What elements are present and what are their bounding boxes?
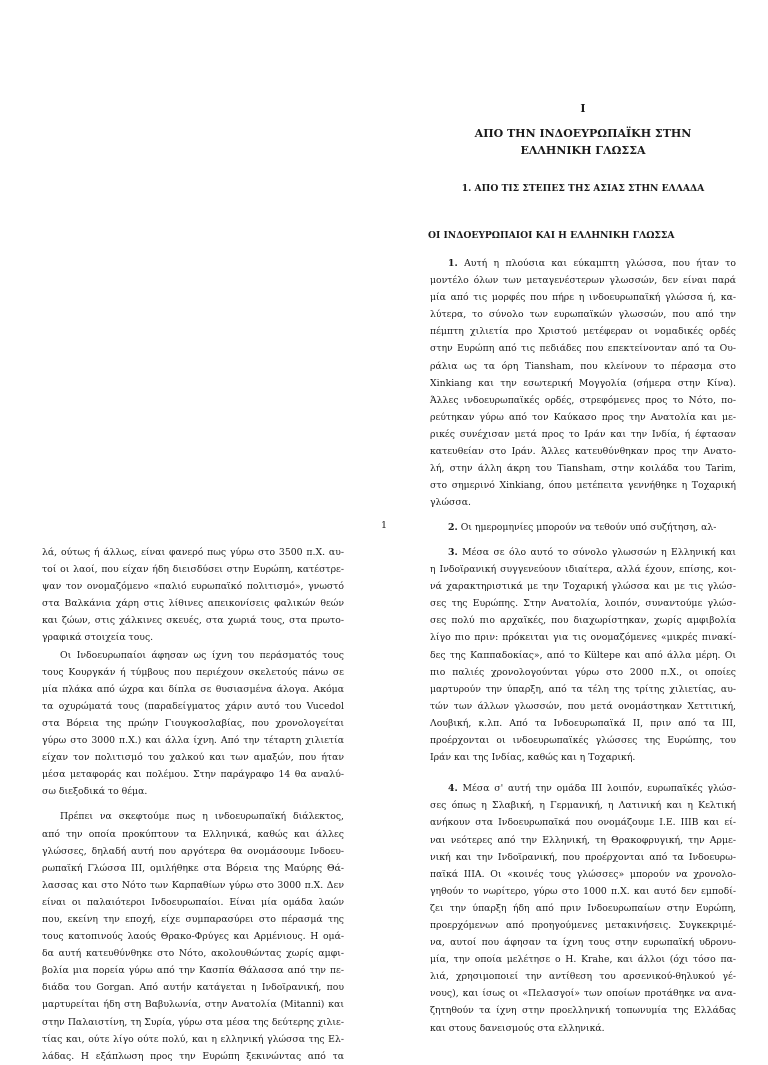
- text-line: ζει την ύπαρξη ήδη από πριν Ινδοευρωπαίων στην Ευρώπη,: [430, 902, 736, 914]
- text-line: γηθούν το νωρίτερο, γύρω στο 1000 π.Χ. και αυτό δεν εμποδί-: [430, 885, 736, 897]
- text-line: σες πολύ πιο αρχαϊκές, που διαχωρίστηκαν, χωρίς αμφιβολία: [430, 615, 736, 627]
- paragraph-number: 2.: [448, 522, 458, 534]
- text-line: λασσας και στο Νότο των Καρπαθίων γύρω στο 3000 π.Χ. Δεν: [42, 879, 344, 891]
- paragraph-kurgan: [42, 647, 344, 801]
- paragraph-3: [430, 544, 736, 766]
- text-line: λιά, χρησιμοποιεί την αντίθεση του αρσενικού-θηλυκού γέ-: [430, 971, 736, 983]
- right-column: [430, 544, 736, 1037]
- text-line: μία πλάκα από ώχρα και δίπλα σε θυσιασμένα άλογα. Ακόμα: [42, 683, 344, 695]
- paragraph-gap: [42, 800, 344, 808]
- text-line-content: Οι ημερομηνίες μπορούν να τεθούν υπό συζήτηση, αλ-: [460, 522, 717, 534]
- text-line: τοί οι λαοί, που είχαν ήδη διεισδύσει στην Ευρώπη, κατέστρε-: [42, 564, 344, 576]
- text-line: λίγο πιο πριν: πρόκειται για τις ονομαζόμενες «μικρές πινακί-: [430, 632, 736, 644]
- paragraph-gap: [430, 511, 736, 519]
- text-line: βολία μια πορεία γύρω από την Κασπία Θάλασσα από την πε-: [42, 965, 344, 977]
- subheading: ΟΙ ΙΝΔΟΕΥΡΩΠΑΙΟΙ ΚΑΙ Η ΕΛΛΗΝΙΚΗ ΓΛΩΣΣΑ: [428, 230, 675, 241]
- text-line: η Ινδοϊρανική συγγενεύουν ιδιαίτερα, αλλά έχουν, επίσης, κοι-: [430, 564, 736, 576]
- text-line: κατευθείαν στο Ιράν. Άλλες κατευθύνθηκαν προς την Ανατο-: [430, 446, 736, 458]
- paragraph-4: [430, 780, 736, 1036]
- left-column: [42, 544, 344, 1065]
- text-line: ρικές συνέχισαν μετά προς το Ιράν και την Ινδία, ή έφτασαν: [430, 428, 736, 440]
- text-line: λύτερα, το σύνολο των ευρωπαϊκών γλωσσών, που από την: [430, 309, 736, 321]
- text-line: μοντέλο όλων των μεταγενέστερων γλωσσών, δεν είναι παρά: [430, 275, 736, 287]
- text-line: πιο παλιές χρονολογούνται γύρω στο 2000 π.Χ., οι οποίες: [430, 666, 736, 678]
- text-line: σες όπως η Σλαβική, η Γερμανική, η Λατινική και η Κελτική: [430, 800, 736, 812]
- upper-body-text: [430, 255, 736, 537]
- chapter-title: [430, 125, 736, 159]
- text-line: τών των άλλων γλωσσών, που μετά ονομάστηκαν Χεττιτική,: [430, 700, 736, 712]
- text-line: γραφικά στοιχεία τους.: [42, 632, 154, 644]
- chapter-title-line: ΕΛΛΗΝΙΚΗ ΓΛΩΣΣΑ: [520, 144, 646, 157]
- text-line: σω διεξοδικά το θέμα.: [42, 786, 148, 798]
- text-line: προερχόμενων από προηγούμενες μετακινήσεις. Συγκεκριμέ-: [430, 919, 736, 931]
- text-line: και στους δανεισμούς στα ελληνικά.: [430, 1022, 605, 1034]
- text-line: Xinkiang και την εσωτερική Μογγολία (σήμερα στην Κίνα).: [430, 377, 736, 389]
- paragraph-dialect: [42, 808, 344, 1064]
- text-line: ψαν τον ονομαζόμενο «παλιό ευρωπαϊκό πολιτισμό», γνωστό: [42, 581, 344, 593]
- text-line: δα αυτή κατευθύνθηκε στο Νότο, ακολουθώντας χωρίς αμφι-: [42, 948, 344, 960]
- text-line: στο σημερινό Xinkiang, όπου μετέπειτα γεννήθηκε η Τοχαρική: [430, 480, 736, 492]
- text-line: παϊκά ΙΙΙΑ. Οι «κοινές τους γλώσσες» μπορούν να χρονολο-: [430, 868, 736, 880]
- text-line: τίας και, ούτε λίγο ούτε πολύ, και η ελληνική γλώσσα της Ελ-: [42, 1033, 344, 1045]
- text-line-content: Μέσα σε όλο αυτό το σύνολο γλωσσών η Ελληνική και: [462, 547, 736, 558]
- text-line: μία από τις μορφές που πήρε η ινδοευρωπαϊκή γλώσσα ή, κα-: [430, 292, 736, 304]
- text-line: στην Παλαιστίνη, τη Συρία, γύρω στα μέσα της δεύτερης χιλιε-: [42, 1016, 344, 1028]
- text-line: από την οποία προκύπτουν τα Ελληνικά, καθώς και άλλες: [42, 828, 344, 840]
- text-line: λή, στην άλλη άκρη του Tiansham, στην κοιλάδα του Tarim,: [430, 463, 736, 475]
- text-line: ναι νεότερες από την Ελληνική, τη Θρακοφρυγική, την Αρμε-: [430, 834, 736, 846]
- text-line: και ζώων, στις χάλκινες σκευές, στα χωριά τους, στα πρωτο-: [42, 615, 344, 627]
- paragraph-2: [430, 519, 736, 536]
- text-line: μαρτυρείται ήδη στη Βαβυλωνία, στην Ανατολία (Mitanni) και: [42, 999, 344, 1011]
- text-line: διάδα του Gorgan. Από αυτήν κατάγεται η Ινδοϊρανική, που: [42, 982, 344, 994]
- text-line: πέμπτη χιλιετία προ Χριστού μετέφεραν οι νομαδικές ορδές: [430, 326, 736, 338]
- text-line: Οι Ινδοευρωπαίοι άφησαν ως ίχνη του περάσματός τους: [60, 649, 344, 661]
- text-line: δες της Καππαδοκίας», από το Kültepe και από άλλα μέρη. Οι: [430, 649, 736, 661]
- chapter-number: I: [580, 102, 586, 115]
- paragraph-1: [430, 255, 736, 511]
- text-line: Λουβική, κ.λπ. Από τα Ινδοευρωπαϊκά ΙΙ, πριν από τα ΙΙΙ,: [430, 717, 736, 729]
- text-line: στα Βόρεια της πρώην Γιουγκοσλαβίας, που χρονολογείται: [42, 717, 344, 729]
- paragraph-number: 4.: [448, 783, 458, 795]
- text-line-content: Μέσα σ' αυτή την ομάδα ΙΙΙ λοιπόν, ευρωπαϊκές γλώσ-: [462, 783, 736, 795]
- text-line: μαρτυρούν την ύπαρξη, από τα τέλη της τρίτης χιλιετίας, αυ-: [430, 683, 736, 695]
- text-line: τους κατοπινούς λαούς Θρακο-Φρύγες και Αρμένιους. Η ομά-: [42, 931, 344, 943]
- text-line: ρεύτηκαν γύρω από τον Καύκασο προς την Ανατολία και με-: [430, 411, 736, 423]
- text-line: στην Ευρώπη από τις πεδιάδες που επεκτείνονταν από τα Ου-: [430, 343, 736, 355]
- text-line: [430, 255, 736, 272]
- text-line: νική και την Ινδοϊρανική, που προέρχονται από τα Ινδοευρω-: [430, 851, 736, 863]
- text-line: ζητηθούν τα ίχνη στην προελληνική τοπωνυμία της Ελλάδας: [430, 1005, 736, 1017]
- text-line: που, εκείνη την εποχή, είχε συμπαρασύρει στο πέρασμά της: [42, 913, 344, 925]
- text-line: νά χαρακτηριστικά με την Τοχαρική γλώσσα και με τις γλώσ-: [430, 581, 736, 593]
- chapter-title-line: ΑΠΟ ΤΗΝ ΙΝΔΟΕΥΡΩΠΑΪΚΗ ΣΤΗΝ: [474, 127, 692, 140]
- text-line: είναι οι παλαιότεροι Ινδοευρωπαίοι. Είναι μία ομάδα λαών: [42, 896, 344, 908]
- text-line-content: Αυτή η πλούσια και εύκαμπτη γλώσσα, που ήταν το: [464, 258, 736, 269]
- text-line: προέρχονται οι ινδοευρωπαϊκές γλώσσες της Ευρώπης, του: [430, 735, 736, 747]
- text-line: ανήκουν στα Ινδοευρωπαϊκά που ονομάζουμε Ι.Ε. ΙΙΙΒ και εί-: [430, 817, 736, 829]
- paragraph-gap: [430, 766, 736, 780]
- text-line: στα Βαλκάνια χάρη στις λίθινες απεικονίσεις φαλικών θεών: [42, 598, 344, 610]
- text-line: γύρω στο 3000 π.Χ.) και άλλα ίχνη. Από την τέταρτη χιλιετία: [42, 735, 344, 747]
- text-line: ρωπαϊκή Γλώσσα ΙΙΙ, ομιλήθηκε στα Βόρεια της Μαύρης Θά-: [42, 862, 344, 874]
- paragraph-continuation: [42, 544, 344, 647]
- text-line: Άλλες ινδοευρωπαϊκές ορδές, στρεφόμενες προς το Νότο, πο-: [430, 394, 736, 406]
- text-line: τα οχυρώματά τους (παραδείγματος χάριν αυτό του Vucedol: [42, 700, 344, 712]
- text-line: Πρέπει να σκεφτούμε πως η ινδοευρωπαϊκή διάλεκτος,: [60, 811, 344, 823]
- text-line: [430, 780, 736, 797]
- text-line: λά, ούτως ή άλλως, είναι φανερό πως γύρω στο 3500 π.Χ. αυ-: [42, 547, 344, 558]
- text-line: είχαν τον πολιτισμό του χαλκού και των αμαξών, που ήταν: [42, 752, 344, 764]
- section-heading: 1. ΑΠΟ ΤΙΣ ΣΤΕΠΕΣ ΤΗΣ ΑΣΙΑΣ ΣΤΗΝ ΕΛΛΑΔΑ: [461, 183, 705, 194]
- text-line: να, αυτοί που άφησαν τα ίχνη τους στην ευρωπαϊκή υδρονυ-: [430, 937, 736, 949]
- text-line: [430, 544, 736, 561]
- text-line: νους), και ίσως οι «Πελασγοί» των οποίων προτάθηκε να ανα-: [430, 988, 736, 1000]
- text-line: τους Κουργκάν ή τύμβους που περιέχουν σκελετούς πάνω σε: [42, 666, 344, 678]
- chapter-opening-page: [430, 102, 736, 537]
- text-line: γλώσσες, δηλαδή αυτή που αργότερα θα ονομάσουμε Ινδοευ-: [42, 845, 344, 857]
- text-line: μία, την οποία μελέτησε ο H. Krahe, και άλλοι (όχι τόσο πα-: [430, 954, 736, 966]
- text-line: γλώσσα.: [430, 497, 471, 509]
- text-line: [430, 519, 736, 536]
- text-line: μέσα μεταφοράς και πολέμου. Στην παράγραφο 14 θα αναλύ-: [42, 769, 344, 781]
- text-line: σες της Ευρώπης. Στην Ανατολία, λοιπόν, συναντούμε γλώσ-: [430, 598, 736, 610]
- text-line: ράλια ως τα όρη Tiansham, που κλείνουν το πέρασμα στο: [430, 360, 736, 372]
- paragraph-number: 1.: [448, 258, 458, 269]
- text-line: λάδας. Η εξάπλωση προς την Ευρώπη ξεκινώντας από τα: [42, 1050, 344, 1062]
- page-number: 1: [381, 520, 388, 531]
- text-line: Ιράν και της Ινδίας, καθώς και η Τοχαρική.: [430, 752, 636, 764]
- paragraph-number: 3.: [448, 547, 458, 558]
